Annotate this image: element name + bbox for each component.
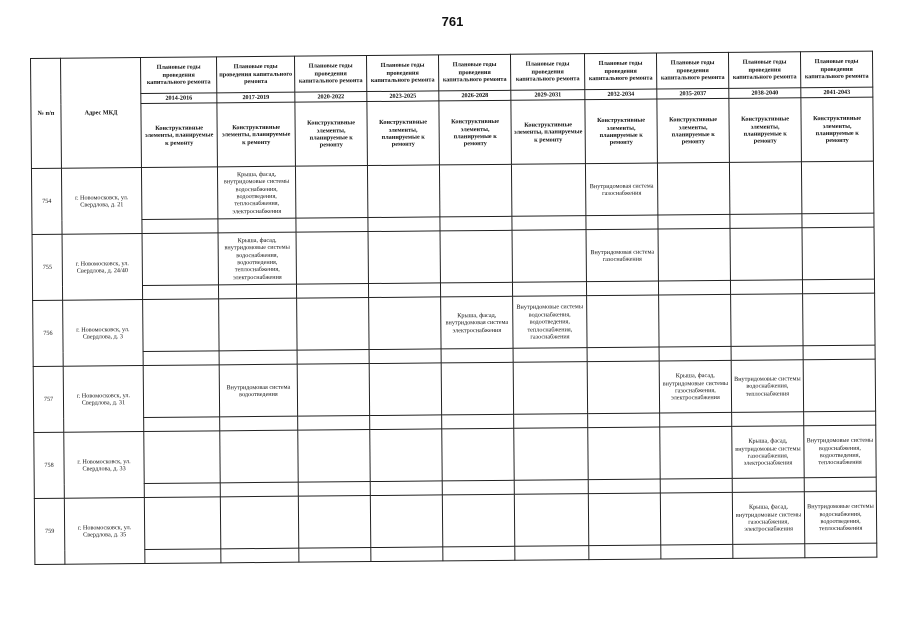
table-cell — [219, 299, 297, 352]
empty-cell — [660, 479, 732, 494]
empty-cell — [803, 346, 875, 361]
empty-cell — [371, 547, 443, 562]
table-header — [31, 51, 874, 169]
table-cell — [801, 162, 873, 215]
empty-cell — [221, 549, 299, 564]
table-cell — [439, 165, 511, 218]
empty-cell — [512, 216, 586, 231]
period-title-header: Плановые годы проведения капитального ремонта — [800, 51, 872, 88]
empty-cell — [658, 281, 730, 296]
period-elements-header: Конструктивные элементы, планируемые к ремонту — [729, 98, 802, 163]
empty-cell — [802, 214, 874, 229]
table-cell: Внутридомовые системы водоснабжения, водоотведения, теплоснабжения, газоснабжения — [513, 296, 587, 349]
table-cell — [367, 165, 439, 218]
period-years-header: 2029-2031 — [511, 90, 585, 101]
table-cell — [220, 497, 298, 550]
table-row — [32, 228, 874, 287]
period-title-header: Плановые годы проведения капитального ремонта — [438, 54, 510, 91]
row-number: 757 — [33, 367, 64, 433]
empty-cell — [661, 545, 733, 560]
empty-cell — [804, 478, 876, 493]
table-cell — [143, 299, 219, 352]
table-cell — [298, 430, 370, 483]
period-elements-header: Конструктивные элементы, планируемые к ремонту — [141, 103, 218, 168]
empty-cell — [368, 283, 440, 298]
empty-cell — [513, 348, 587, 363]
period-title-header: Плановые годы проведения капитального ремонта — [141, 57, 217, 94]
period-title-header: Плановые годы проведения капитального ремонта — [584, 53, 656, 90]
empty-cell — [733, 544, 805, 559]
empty-cell — [588, 479, 660, 494]
table-cell — [803, 360, 875, 413]
row-number: 755 — [32, 235, 63, 301]
period-elements-header: Конструктивные элементы, планируемые к ремонту — [511, 100, 586, 165]
empty-cell — [296, 218, 368, 233]
empty-cell — [299, 548, 371, 563]
row-address: г. Новомосковск, ул. Свердлова, д. 31 — [63, 366, 144, 433]
period-title-header: Плановые годы проведения капитального ремонта — [294, 56, 366, 93]
table-cell — [657, 163, 729, 216]
table-cell — [370, 429, 442, 482]
row-number: 758 — [34, 433, 65, 499]
table-cell — [298, 496, 370, 549]
empty-cell — [586, 281, 658, 296]
table-cell — [660, 427, 732, 480]
repair-schedule-table — [30, 51, 877, 566]
table-cell — [144, 497, 220, 550]
row-address: г. Новомосковск, ул. Свердлова, д. 3 — [63, 300, 144, 367]
empty-cell — [440, 283, 512, 298]
empty-cell — [442, 415, 514, 430]
empty-cell — [659, 347, 731, 362]
table-cell: Внутридомовые системы водоснабжения, водоотведения, теплоснабжения — [804, 492, 876, 545]
table-cell: Крыша, фасад, внутридомовые системы газоснабжения, электроснабжения — [732, 492, 804, 545]
table-cell: Крыша, фасад, внутридомовые системы газоснабжения, электроснабжения — [732, 426, 804, 479]
empty-cell — [144, 483, 220, 498]
table-cell — [442, 429, 514, 482]
empty-cell — [370, 415, 442, 430]
table-cell — [441, 363, 513, 416]
table-cell: Внутридомовая система водоотведения — [219, 365, 297, 418]
table-cell: Внутридомовые системы водоснабжения, водоотведения, теплоснабжения — [804, 426, 876, 479]
empty-cell — [512, 282, 586, 297]
empty-cell — [220, 417, 298, 432]
table-cell — [513, 362, 587, 415]
table-cell — [141, 167, 217, 220]
empty-cell — [368, 217, 440, 232]
table-cell — [144, 431, 220, 484]
table-cell — [730, 228, 802, 281]
empty-cell — [730, 280, 802, 295]
row-address: г. Новомосковск, ул. Свердлова, д. 35 — [64, 498, 145, 565]
period-title-header: Плановые годы проведения капитального ремонта — [366, 55, 438, 92]
table-cell — [729, 162, 801, 215]
table-row — [33, 360, 875, 419]
empty-cell — [296, 284, 368, 299]
table-row — [34, 492, 876, 551]
empty-cell — [660, 413, 732, 428]
table-row — [33, 294, 875, 353]
table-cell — [143, 365, 219, 418]
period-years-header: 2038-2040 — [729, 88, 801, 99]
table-cell: Крыша, фасад, внутридомовые системы водоснабжения, водоотведения, теплоснабжения, электроснабжения — [218, 233, 296, 286]
table-cell — [442, 495, 514, 548]
table-cell — [297, 298, 369, 351]
empty-cell — [805, 544, 877, 559]
table-cell — [368, 231, 440, 284]
period-elements-header: Конструктивные элементы, планируемые к ремонту — [439, 101, 512, 166]
table-cell — [297, 364, 369, 417]
empty-cell — [514, 480, 588, 495]
empty-cell — [298, 416, 370, 431]
table-cell — [731, 294, 803, 347]
empty-cell — [144, 417, 220, 432]
table-row — [34, 426, 876, 485]
table-cell — [587, 295, 659, 348]
table-cell — [514, 494, 588, 547]
period-title-header: Плановые годы проведения капитального ремонта — [510, 54, 584, 91]
table-cell — [514, 428, 588, 481]
table-cell — [440, 231, 512, 284]
empty-cell — [658, 215, 730, 230]
table-body — [31, 162, 876, 565]
period-title-header: Плановые годы проведения капитального ремонта — [216, 56, 294, 93]
empty-cell — [802, 280, 874, 295]
empty-cell — [732, 412, 804, 427]
period-years-header: 2023-2025 — [367, 91, 439, 102]
empty-cell — [370, 481, 442, 496]
table-cell: Крыша, фасад, внутридомовые системы газоснабжения, электроснабжения — [659, 361, 731, 414]
table-cell — [803, 294, 875, 347]
header-row-elements — [31, 98, 874, 169]
table-cell — [369, 297, 441, 350]
table-cell — [296, 232, 368, 285]
table-cell: Крыша, фасад, внутридомовая система электроснабжения — [441, 297, 513, 350]
table-cell — [511, 164, 585, 217]
empty-cell — [804, 412, 876, 427]
empty-cell — [298, 482, 370, 497]
empty-cell — [143, 351, 219, 366]
period-years-header: 2026-2028 — [439, 90, 511, 101]
period-years-header: 2020-2022 — [295, 92, 367, 103]
table-cell — [588, 493, 660, 546]
table-cell: Внутридомовая система газоснабжения — [585, 163, 657, 216]
empty-cell — [587, 347, 659, 362]
table-cell — [369, 363, 441, 416]
empty-cell — [730, 214, 802, 229]
empty-cell — [588, 413, 660, 428]
row-number: 756 — [33, 301, 64, 367]
page-number: 761 — [441, 14, 464, 29]
period-elements-header: Конструктивные элементы, планируемые к ремонту — [657, 99, 730, 164]
empty-cell — [514, 414, 588, 429]
table-cell: Внутридомовая система газоснабжения — [586, 229, 658, 282]
period-years-header: 2041-2043 — [801, 87, 873, 98]
empty-cell — [220, 483, 298, 498]
table-cell: Внутридомовые системы водоснабжения, теплоснабжения — [731, 360, 803, 413]
table-cell — [370, 495, 442, 548]
table-cell — [588, 427, 660, 480]
period-elements-header: Конструктивные элементы, планируемые к ремонту — [367, 101, 440, 166]
table-cell — [142, 233, 218, 286]
num-header: № п/п — [31, 58, 62, 169]
period-years-header: 2032-2034 — [585, 89, 657, 100]
table-cell — [658, 229, 730, 282]
row-address: г. Новомосковск, ул. Свердлова, д. 24/40 — [62, 234, 143, 301]
period-title-header: Плановые годы проведения капитального ремонта — [656, 52, 728, 89]
table-cell — [802, 228, 874, 281]
row-number: 754 — [31, 169, 62, 235]
empty-cell — [586, 215, 658, 230]
empty-cell — [142, 219, 218, 234]
empty-cell — [443, 547, 515, 562]
period-elements-header: Конструктивные элементы, планируемые к ремонту — [217, 103, 296, 168]
empty-cell — [442, 481, 514, 496]
empty-cell — [515, 546, 589, 561]
empty-cell — [731, 346, 803, 361]
address-header: Адрес МКД — [61, 58, 142, 169]
table-cell — [220, 431, 298, 484]
period-title-header: Плановые годы проведения капитального ремонта — [728, 52, 800, 89]
empty-cell — [441, 349, 513, 364]
period-years-header: 2035-2037 — [657, 88, 729, 99]
row-address: г. Новомосковск, ул. Свердлова, д. 33 — [64, 432, 145, 499]
period-years-header: 2017-2019 — [217, 92, 295, 103]
table-cell — [295, 166, 367, 219]
period-elements-header: Конструктивные элементы, планируемые к ремонту — [801, 98, 874, 163]
empty-cell — [732, 478, 804, 493]
table-cell: Крыша, фасад, внутридомовые системы водоснабжения, водоотведения, теплоснабжения, электроснабжения — [217, 167, 295, 220]
empty-cell — [142, 285, 218, 300]
empty-cell — [589, 545, 661, 560]
period-elements-header: Конструктивные элементы, планируемые к ремонту — [295, 102, 368, 167]
table-cell — [659, 295, 731, 348]
period-years-header: 2014-2016 — [141, 93, 217, 104]
table-cell — [660, 493, 732, 546]
empty-cell — [218, 285, 296, 300]
period-elements-header: Конструктивные элементы, планируемые к ремонту — [585, 99, 658, 164]
empty-cell — [440, 217, 512, 232]
table-cell — [512, 230, 586, 283]
empty-cell — [218, 219, 296, 234]
row-address: г. Новомосковск, ул. Свердлова, д. 21 — [61, 168, 142, 235]
empty-cell — [369, 349, 441, 364]
row-number: 759 — [34, 499, 65, 565]
table-cell — [587, 361, 659, 414]
empty-cell — [145, 549, 221, 564]
empty-cell — [219, 351, 297, 366]
empty-cell — [297, 350, 369, 365]
table-row — [31, 162, 873, 221]
